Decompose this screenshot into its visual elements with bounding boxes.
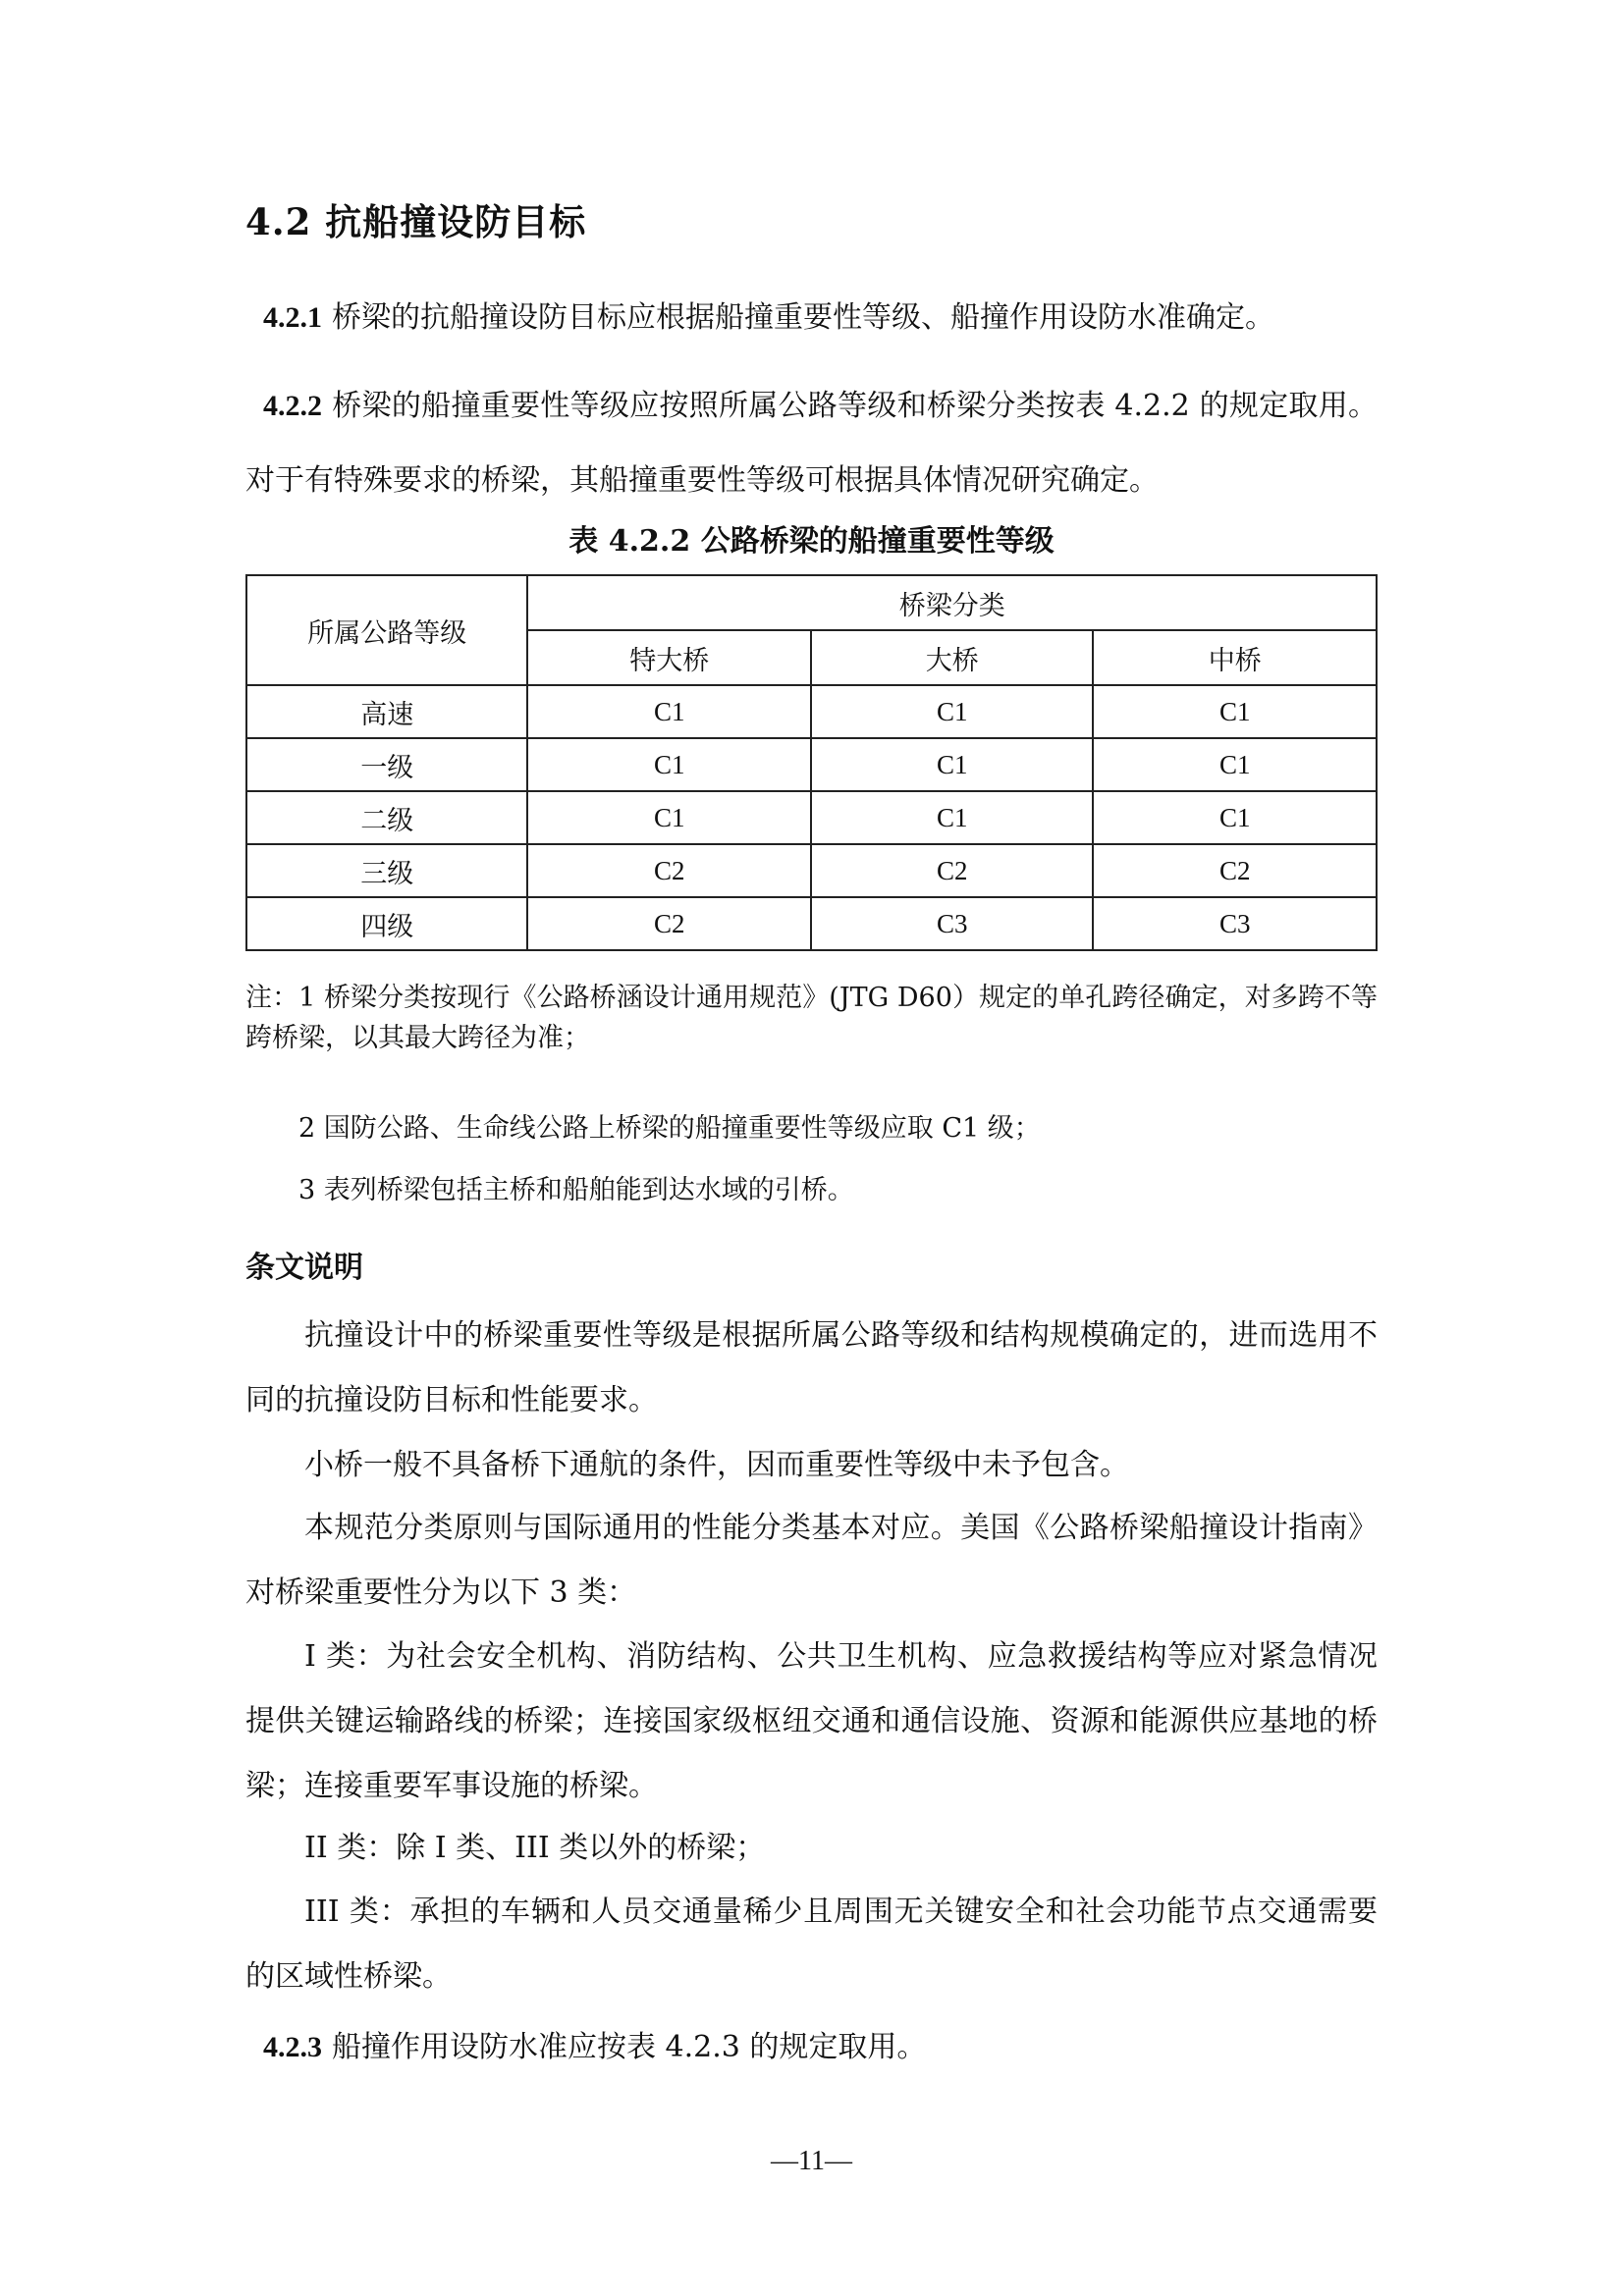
clause-number: 4.2.2 (263, 390, 322, 422)
table-caption: 表 4.2.2 公路桥梁的船撞重要性等级 (568, 524, 1055, 559)
explanation-heading: 条文说明 (245, 1251, 363, 1285)
value-cell: C1 (1093, 791, 1377, 844)
clause-4-2-2 (245, 369, 1378, 518)
explanation-paragraph: 小桥一般不具备桥下通航的条件，因而重要性等级中未予包含。 (304, 1448, 1129, 1482)
value-cell: C3 (811, 897, 1094, 950)
value-cell: C1 (811, 685, 1094, 738)
clause-4-2-3 (245, 2012, 1378, 2083)
importance-grade-table (245, 574, 1378, 951)
clause-4-2-1 (245, 283, 1378, 353)
clause-text: 桥梁的抗船撞设防目标应根据船撞重要性等级、船撞作用设防水准确定。 (332, 300, 1274, 335)
grade-cell: 高速 (246, 685, 527, 738)
value-cell: C2 (811, 844, 1094, 897)
table-row (246, 791, 1377, 844)
value-cell: C1 (527, 685, 811, 738)
value-cell: C1 (811, 738, 1094, 791)
value-cell: C1 (1093, 738, 1377, 791)
value-cell: C2 (1093, 844, 1377, 897)
table-row (246, 738, 1377, 791)
explanation-paragraph: 抗撞设计中的桥梁重要性等级是根据所属公路等级和结构规模确定的，进而选用不同的抗撞设防目标和性能要求。 (245, 1318, 1378, 1417)
explanation-paragraph: III 类：承担的车辆和人员交通量稀少且周围无关键安全和社会功能节点交通需要的区域性桥梁。 (245, 1895, 1378, 1994)
table-row (246, 844, 1377, 897)
explanation-paragraph: I 类：为社会安全机构、消防结构、公共卫生机构、应急救援结构等应对紧急情况提供关键运输路线的桥梁；连接国家级枢纽交通和通信设施、资源和能源供应基地的桥梁；连接重要军事设施的桥梁。 (245, 1639, 1378, 1803)
clause-number: 4.2.3 (263, 2031, 322, 2063)
table-note-1: 注：1 桥梁分类按现行《公路桥涵设计通用规范》(JTG D60）规定的单孔跨径确定，对多跨不等跨桥梁，以其最大跨径为准； (245, 983, 1378, 1053)
explanation-paragraph: II 类：除 I 类、III 类以外的桥梁； (304, 1831, 766, 1865)
table-note-2: 2 国防公路、生命线公路上桥梁的船撞重要性等级应取 C1 级； (298, 1113, 1041, 1144)
row-header-cell: 所属公路等级 (246, 575, 527, 685)
section-heading: 4.2 抗船撞设防目标 (245, 200, 587, 243)
value-cell: C2 (527, 844, 811, 897)
value-cell: C1 (811, 791, 1094, 844)
page-number: —11— (771, 2146, 852, 2176)
table-row (246, 685, 1377, 738)
grade-cell: 二级 (246, 791, 527, 844)
explanation-paragraph: 本规范分类原则与国际通用的性能分类基本对应。美国《公路桥梁船撞设计指南》对桥梁重要性分为以下 3 类： (245, 1511, 1378, 1610)
value-cell: C1 (527, 791, 811, 844)
value-cell: C1 (1093, 685, 1377, 738)
value-cell: C2 (527, 897, 811, 950)
table-note-3: 3 表列桥梁包括主桥和船舶能到达水域的引桥。 (298, 1175, 854, 1205)
group-header-cell: 桥梁分类 (527, 575, 1377, 630)
grade-cell: 四级 (246, 897, 527, 950)
table-row (246, 897, 1377, 950)
value-cell: C1 (527, 738, 811, 791)
grade-cell: 三级 (246, 844, 527, 897)
clause-text: 船撞作用设防水准应按表 4.2.3 的规定取用。 (332, 2030, 927, 2064)
clause-text: 桥梁的船撞重要性等级应按照所属公路等级和桥梁分类按表 4.2.2 的规定取用。对于有特殊要求的桥梁，其船撞重要性等级可根据具体情况研究确定。 (245, 389, 1378, 498)
table-header-row (246, 575, 1377, 630)
clause-number: 4.2.1 (263, 301, 322, 334)
grade-cell: 一级 (246, 738, 527, 791)
column-header-cell: 特大桥 (527, 630, 811, 685)
column-header-cell: 中桥 (1093, 630, 1377, 685)
column-header-cell: 大桥 (811, 630, 1094, 685)
value-cell: C3 (1093, 897, 1377, 950)
